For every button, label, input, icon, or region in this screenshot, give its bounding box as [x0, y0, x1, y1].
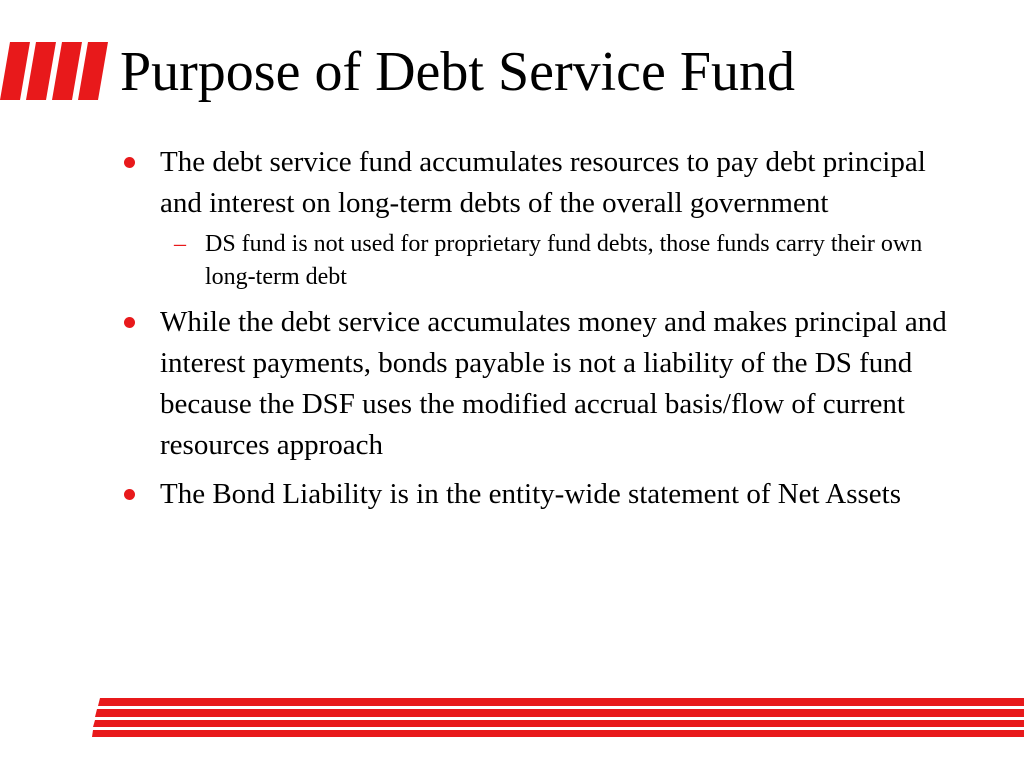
bullet-dot-icon — [124, 489, 135, 500]
bullet-dot-icon — [124, 157, 135, 168]
bullet-item — [120, 142, 960, 294]
sub-bullet-item — [160, 228, 960, 294]
bullet-text: While the debt service accumulates money and makes principal and interest payments, bonds payable is not a liability of the DS fund because the DSF uses the modified accrual basis/flow of current resources approach — [160, 306, 947, 461]
bullet-item — [120, 474, 960, 515]
footer-stripes — [92, 698, 1024, 738]
sub-bullet-text: DS fund is not used for proprietary fund debts, those funds carry their own long-term debt — [205, 231, 923, 290]
bullet-list — [120, 142, 960, 523]
bullet-text: The Bond Liability is in the entity-wide statement of Net Assets — [160, 478, 901, 510]
logo-stripes — [0, 42, 108, 100]
bullet-text: The debt service fund accumulates resources to pay debt principal and interest on long-term debts of the overall government — [160, 146, 926, 219]
sub-bullet-list — [160, 228, 960, 294]
slide-title: Purpose of Debt Service Fund — [120, 41, 796, 103]
dash-icon: – — [174, 231, 186, 257]
bullet-dot-icon — [124, 317, 135, 328]
bullet-item — [120, 302, 960, 466]
